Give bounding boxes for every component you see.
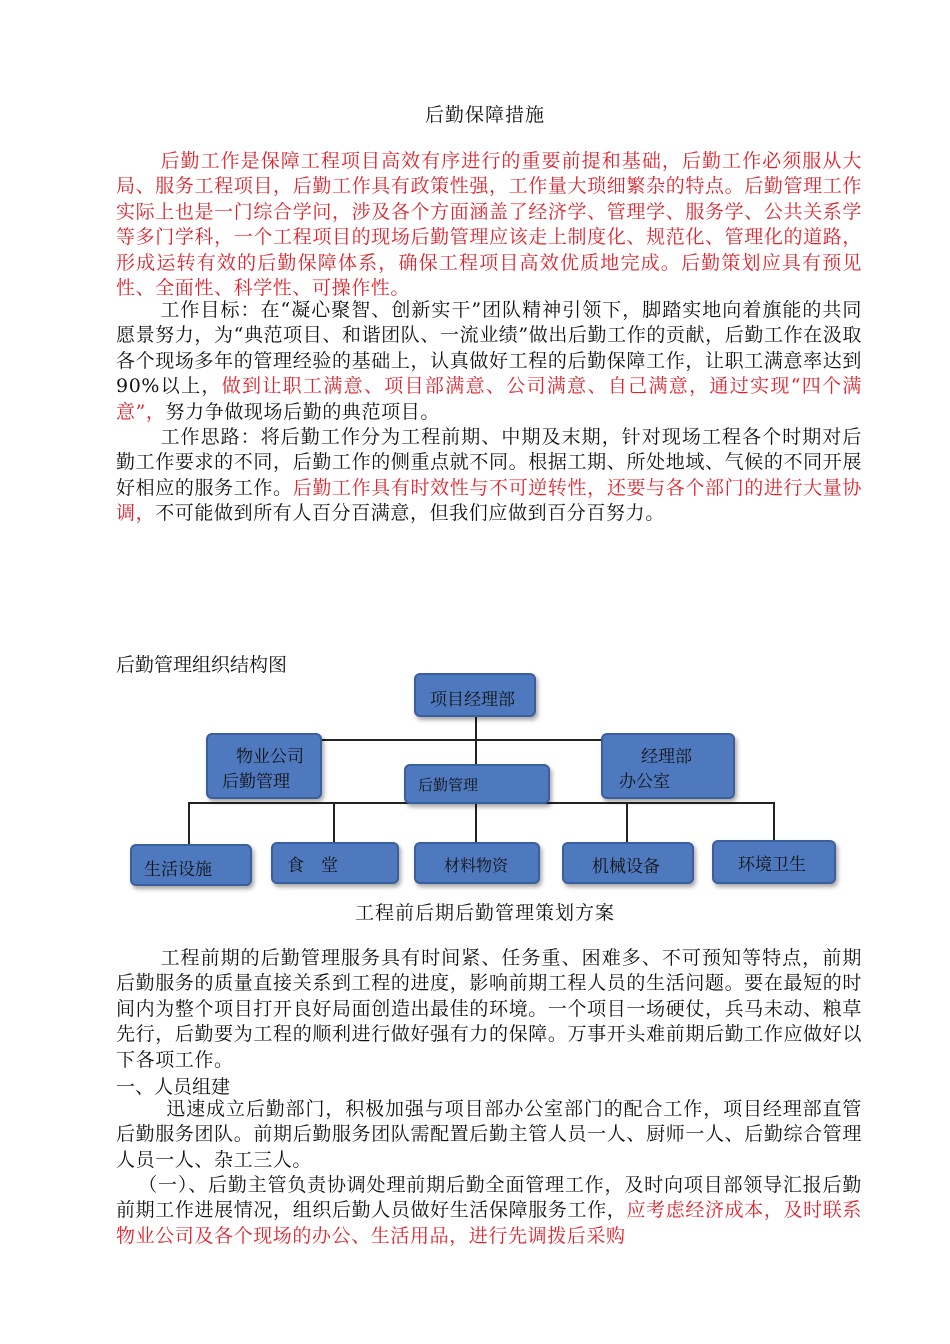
org-box-property-line1: 物业公司 — [236, 747, 304, 767]
org-chart-heading: 后勤管理组织结构图 — [116, 654, 288, 676]
org-box-logistics-label: 后勤管理 — [418, 776, 479, 794]
org-box-office-line1: 经理部 — [641, 747, 692, 767]
org-box-property-line2: 后勤管理 — [222, 772, 290, 792]
org-line-middle-horizontal — [316, 739, 602, 741]
org-leaf-label-4: 机械设备 — [592, 857, 660, 877]
goal-text: 工作目标：在“凝心聚智、创新实干”团队精神引领下，脚踏实地向着旗能的共同愿景努力，为“典范项目、和谐团队、一流业绩”做出后勤工作的贡献，后勤工作在汲取各个现场多年的管理经验的基础上，认真做好工程的后勤保障工作，让职工满意率达到 90%以上， — [116, 299, 862, 398]
org-line-leaf3 — [475, 802, 477, 844]
org-chart — [116, 640, 876, 900]
document-title: 后勤保障措施 — [424, 104, 545, 126]
plan-intro-text: 工程前期的后勤管理服务具有时间紧、任务重、困难多、不可预知等特点，前期后勤服务的质量直接关系到工程的进度，影响前期工程人员的生活问题。要在最短的时间内为整个项目打开良好局面创造出最佳的环境。一个项目一场硬仗，兵马未动、粮草先行，后勤要为工程的顺利进行做好强有力的保障。万事开头难前期后勤工作应做好以下各项工作。 — [116, 947, 862, 1071]
org-box-project-manager — [414, 673, 536, 717]
org-box-materials — [414, 842, 540, 884]
org-box-office-line2: 办公室 — [619, 772, 670, 792]
org-box-property-company — [206, 733, 322, 799]
section1-heading: 一、人员组建 — [116, 1076, 231, 1098]
section1-sub-red-text: 应考虑经济成本，及时联系物业公司及各个现场的办公、生活用品，进行先调拨后采购 — [116, 1199, 862, 1247]
org-box-canteen — [271, 842, 399, 884]
goal-paragraph — [116, 298, 862, 425]
thinking-end-text: 不可能做到所有人百分百满意，但我们应做到百分百努力。 — [155, 502, 665, 525]
org-box-logistics — [404, 764, 550, 804]
intro-paragraph — [116, 149, 862, 301]
section1-text: 迅速成立后勤部门，积极加强与项目部办公室部门的配合工作，项目经理部直管后勤服务团队。前期后勤服务团队需配置后勤主管人员一人、厨师一人、后勤综合管理人员一人、杂工三人。 — [116, 1098, 862, 1171]
org-leaf-label-1: 生活设施 — [144, 860, 212, 880]
org-line-leaf5 — [773, 802, 775, 842]
thinking-paragraph — [116, 425, 862, 527]
org-box-environment — [712, 840, 836, 884]
intro-text: 后勤工作是保障工程项目高效有序进行的重要前提和基础，后勤工作必须服从大局、服务工程项目，后勤工作具有政策性强，工作量大琐细繁杂的特点。后勤管理工作实际上也是一门综合学问，涉及各个方面涵盖了经济学、管理学、服务学、公共关系学等多门学科，一个工程项目的现场后勤管理应该走上制度化、规范化、管理化的道路，形成运转有效的后勤保障体系，确保工程项目高效优质地完成。后勤策划应具有预见性、全面性、科学性、可操作性。 — [116, 150, 862, 300]
goal-red-text: 做到让职工满意、项目部满意、公司满意、自己满意，通过实现“四个满意”， — [116, 375, 862, 423]
section1-sub-text: （一）、后勤主管负责协调处理前期后勤全面管理工作，及时向项目部领导汇报后勤前期工作进展情况，组织后勤人员做好生活保障服务工作， — [116, 1174, 862, 1222]
thinking-text: 工作思路：将后勤工作分为工程前期、中期及末期，针对现场工程各个时期对后勤工作要求的不同，后勤工作的侧重点就不同。根据工期、所处地域、气候的不同开展好相应的服务工作。 — [116, 426, 862, 499]
plan-title: 工程前后期后勤管理策划方案 — [354, 902, 615, 924]
section1-sub-paragraph — [116, 1173, 862, 1249]
thinking-red-text: 后勤工作具有时效性与不可逆转性，还要与各个部门的进行大量协调， — [116, 476, 863, 525]
org-line-leaf1 — [188, 802, 190, 846]
org-line-leaf2 — [333, 802, 335, 844]
org-leaf-label-3: 材料物资 — [444, 856, 509, 875]
org-leaf-label-5: 环境卫生 — [738, 855, 806, 875]
org-box-machinery — [562, 842, 694, 884]
org-box-project-manager-label: 项目经理部 — [430, 690, 515, 710]
org-leaf-label-2: 食 堂 — [287, 856, 338, 876]
org-box-living-facilities — [130, 844, 252, 886]
section1-paragraph — [116, 1097, 862, 1173]
plan-intro-paragraph — [116, 946, 862, 1073]
org-line-leaf4 — [626, 802, 628, 844]
goal-end-text: 努力争做现场后勤的典范项目。 — [165, 400, 440, 423]
org-box-manager-office — [601, 733, 735, 799]
